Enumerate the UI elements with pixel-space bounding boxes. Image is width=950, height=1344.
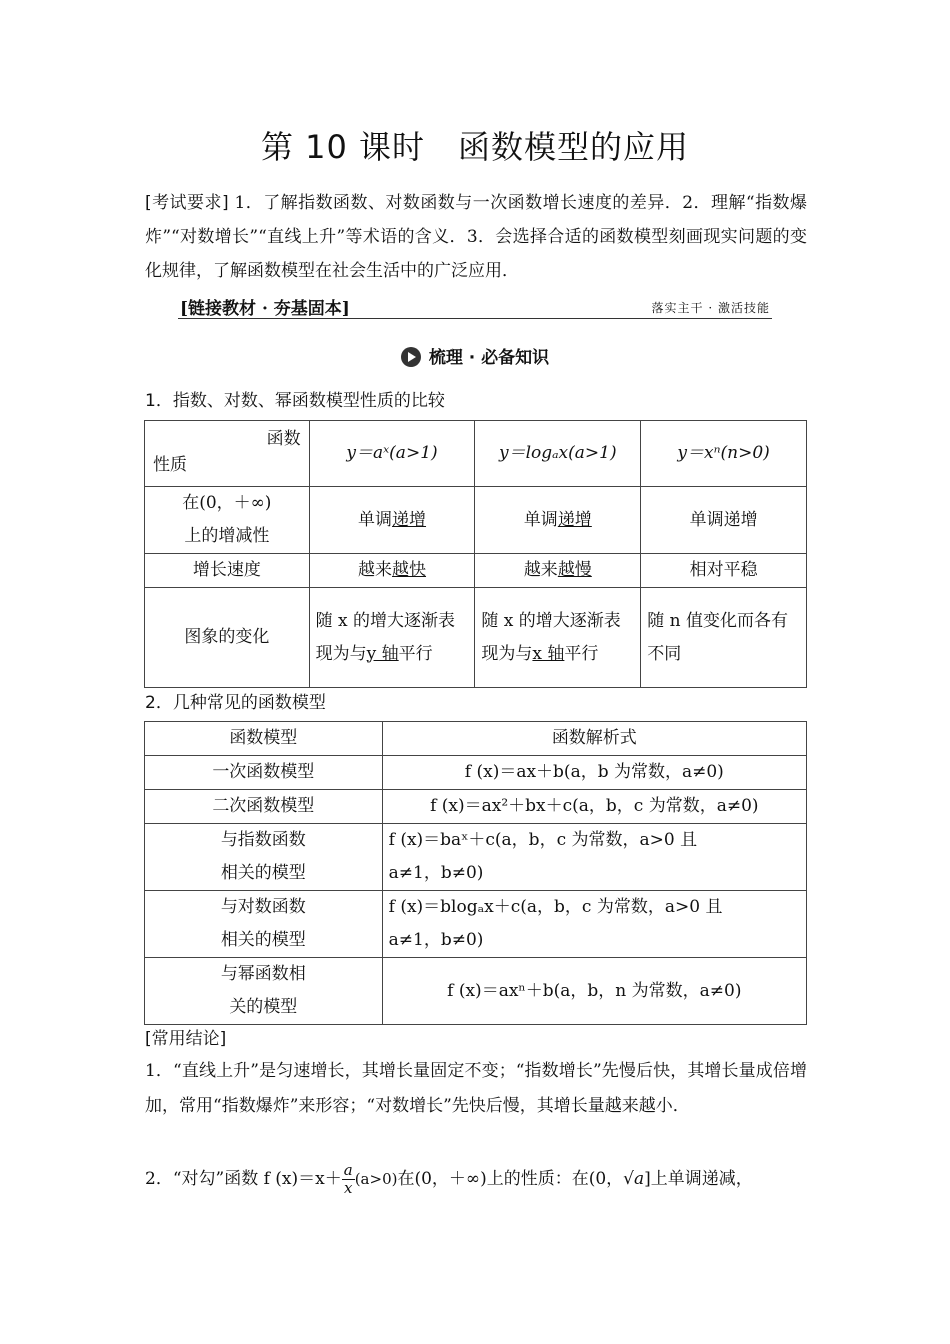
- corner-top: 函数: [266, 429, 301, 449]
- formula-cell: f (x)＝ax²＋bx＋c(a，b，c 为常数，a≠0): [382, 790, 806, 824]
- section-label: 梳理 · 必备知识: [428, 348, 550, 368]
- formula-line: a≠1，b≠0): [388, 930, 484, 950]
- formula-cell: [382, 891, 806, 958]
- model-cell: [145, 824, 383, 891]
- table-row: [145, 824, 807, 891]
- head-formula: 函数解析式: [382, 722, 806, 756]
- label-line: 在(0，＋∞): [182, 493, 272, 513]
- model-cell: [145, 891, 383, 958]
- model-line: 相关的模型: [220, 930, 306, 950]
- col-header-exp: [309, 421, 475, 487]
- fraction-denominator: x: [343, 1179, 353, 1197]
- table-cell: 相对平稳: [641, 554, 807, 588]
- cell-text: 随 x 的增大逐渐表现为与: [481, 610, 621, 664]
- models-table: [144, 721, 807, 1025]
- formula-line: f (x)＝blogₐx＋c(a，b，c 为常数，a>0 且: [388, 897, 723, 917]
- corner-cell: [145, 421, 310, 487]
- play-icon: [401, 347, 421, 367]
- col3-text: y＝xⁿ(n>0): [677, 443, 770, 463]
- cell-text: 单调: [523, 509, 558, 530]
- model-line: 相关的模型: [220, 863, 306, 883]
- table-cell: [309, 554, 475, 588]
- cell-answer: 越慢: [557, 560, 592, 580]
- label-line: 上的增减性: [184, 526, 270, 546]
- conclusion-2: [145, 1162, 807, 1197]
- table-cell: [475, 487, 641, 554]
- table-cell: [475, 588, 641, 688]
- table-row: [145, 588, 807, 688]
- formula-cell: [382, 824, 806, 891]
- table-row: [145, 487, 807, 554]
- conclusion-1: 1．“直线上升”是匀速增长，其增长量固定不变；“指数增长”先慢后快，其增长量成倍增加，常用“指数爆炸”来形容；“对数增长”先快后慢，其增长量越来越小．: [145, 1061, 807, 1116]
- banner-left: [链接教材 · 夯基固本]: [180, 299, 350, 319]
- requirements-text: 1．了解指数函数、对数函数与一次函数增长速度的差异．2．理解“指数爆炸”“对数增长”“直线上升”等术语的含义．3．会选择合适的函数模型刻画现实问题的变化规律，了解函数模型在社会生活中的广泛应用．: [145, 193, 808, 281]
- cell-answer: y 轴: [366, 643, 399, 664]
- c2-middle: 在(0，＋∞)上的性质：在(0，: [397, 1169, 624, 1189]
- cell-text: 越来: [358, 560, 393, 580]
- table-cell: 单调递增: [641, 487, 807, 554]
- cell-answer: 递增: [557, 509, 592, 530]
- heading-1: 1．指数、对数、幂函数模型性质的比较: [145, 391, 445, 411]
- table-row: [145, 958, 807, 1025]
- table-row: [145, 421, 807, 487]
- cell-text: 平行: [398, 643, 433, 664]
- table-cell: [309, 487, 475, 554]
- requirements-tag: [考试要求]: [145, 193, 229, 213]
- col-header-pow: [641, 421, 807, 487]
- comparison-table: [144, 420, 807, 688]
- formula-line: f (x)＝baˣ＋c(a，b，c 为常数，a>0 且: [388, 830, 698, 850]
- head-model: 函数模型: [145, 722, 383, 756]
- row-label: [145, 487, 310, 554]
- cell-text: 越来: [523, 560, 558, 580]
- row-label: 增长速度: [145, 554, 310, 588]
- cell-answer: x 轴: [532, 643, 565, 664]
- table-row: [145, 722, 807, 756]
- formula-cell: f (x)＝axⁿ＋b(a，b，n 为常数，a≠0): [382, 958, 806, 1025]
- table-cell: [309, 588, 475, 688]
- model-line: 与幂函数相: [220, 964, 306, 984]
- formula-cell: f (x)＝ax＋b(a，b 为常数，a≠0): [382, 756, 806, 790]
- cell-answer: 递增: [392, 509, 427, 530]
- row-label: 图象的变化: [145, 588, 310, 688]
- table-row: [145, 756, 807, 790]
- model-cell: [145, 958, 383, 1025]
- heading-2: 2．几种常见的函数模型: [145, 693, 326, 713]
- banner: [178, 292, 772, 319]
- col1-text: y＝aˣ(a>1): [346, 443, 438, 463]
- section-heading: [0, 343, 950, 368]
- banner-right: 落实主干 · 激活技能: [651, 301, 770, 315]
- c2-root: √a: [623, 1169, 645, 1189]
- table-row: [145, 554, 807, 588]
- col-header-log: [475, 421, 641, 487]
- cell-text: 平行: [564, 643, 599, 664]
- fraction-numerator: a: [343, 1161, 353, 1179]
- cell-answer: 越快: [392, 560, 427, 580]
- model-cell: 一次函数模型: [145, 756, 383, 790]
- table-cell: [475, 554, 641, 588]
- table-row: [145, 891, 807, 958]
- model-line: 关的模型: [229, 997, 298, 1017]
- model-line: 与指数函数: [220, 830, 306, 850]
- exam-requirements: [145, 186, 807, 288]
- c2-suffix: ]上单调递减，: [644, 1169, 753, 1189]
- c2-condition: (a>0): [354, 1170, 398, 1188]
- conclusion-tag: [常用结论]: [145, 1029, 227, 1049]
- formula-line: a≠1，b≠0): [388, 863, 484, 883]
- corner-bottom: 性质: [153, 455, 187, 475]
- cell-text: 单调: [358, 509, 393, 530]
- c2-prefix: 2．“对勾”函数 f (x)＝x＋: [145, 1169, 342, 1189]
- col2-text: y＝logₐx(a>1): [499, 443, 617, 463]
- cell-text: 随 x 的增大逐渐表现为与: [315, 610, 456, 664]
- table-cell: 随 n 值变化而各有不同: [641, 588, 807, 688]
- table-row: [145, 790, 807, 824]
- page-title: 第 10 课时 函数模型的应用: [260, 128, 690, 166]
- model-line: 与对数函数: [220, 897, 306, 917]
- fraction: [342, 1162, 355, 1197]
- model-cell: 二次函数模型: [145, 790, 383, 824]
